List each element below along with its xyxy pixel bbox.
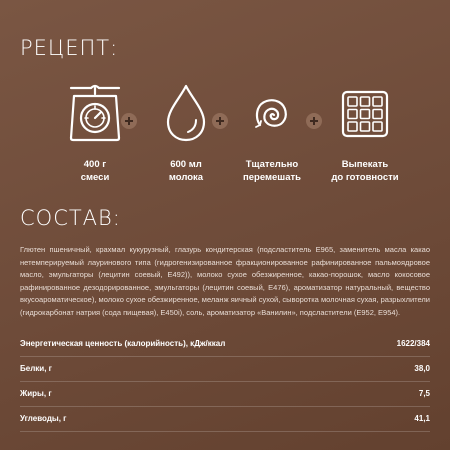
plus-icon <box>121 113 137 129</box>
step-2-amount: 600 мл <box>170 159 202 170</box>
nutrition-table <box>20 332 430 432</box>
nutrition-row-protein <box>20 357 430 382</box>
waffle-icon <box>337 82 393 144</box>
step-3-line2: перемешать <box>243 172 301 183</box>
nutrition-value: 38,0 <box>414 364 430 373</box>
step-2-text: молока <box>168 172 204 183</box>
nutrition-value: 41,1 <box>414 414 430 423</box>
nutrition-row-fat <box>20 382 430 407</box>
ingredients-text: Глютен пшеничный, крахмал кукурузный, глазурь кондитерская (подсластитель Е965, заменитель масла какао нетемперируемый лауринового типа (гидрогенизированное фракционированное рафинированное пальмоядровое масло, эмульгаторы (лецитин соевый, Е492)), молоко сухое обезжиренное, какао-порошок, масло кокосовое рафинированное дезодорированное, эмульгаторы (лецитин соевый, Е476), ароматизатор натуральный, вещество вкусоароматическое), молоко сухое обезжиренное, меланж яичный сухой, сыворотка молочная сухая, разрыхлители (гидрокарбонат натрия (сода пищевая), Е450i), соль, ароматизатор «Ванилин», подсластители (Е952, Е954). <box>20 245 430 317</box>
nutrition-label: Углеводы, г <box>20 414 67 423</box>
nutrition-row-energy <box>20 332 430 357</box>
step-1-amount: 400 г <box>83 159 107 170</box>
scale-icon <box>67 82 123 144</box>
nutrition-label: Жиры, г <box>20 389 52 398</box>
step-mix <box>232 82 312 184</box>
recipe-title: РЕЦЕПТ: <box>20 36 119 60</box>
nutrition-value: 7,5 <box>418 389 430 398</box>
swirl-icon <box>244 82 300 144</box>
step-milk <box>146 82 226 184</box>
recipe-steps <box>0 82 450 192</box>
nutrition-label: Белки, г <box>20 364 52 373</box>
plus-icon <box>212 113 228 129</box>
step-4-line1: Выпекать <box>341 159 389 170</box>
step-3-line1: Тщательно <box>245 159 299 170</box>
step-4-line2: до готовности <box>331 172 399 183</box>
step-1-text: смеси <box>80 172 110 183</box>
composition-title: СОСТАВ: <box>20 206 121 230</box>
nutrition-value: 1622/384 <box>396 339 430 348</box>
nutrition-row-carbs <box>20 407 430 432</box>
nutrition-label: Энергетическая ценность (калорийность), кДж/ккал <box>20 339 226 348</box>
step-bake <box>325 82 405 184</box>
milk-drop-icon <box>158 82 214 144</box>
step-scale <box>55 82 135 184</box>
plus-icon <box>306 113 322 129</box>
